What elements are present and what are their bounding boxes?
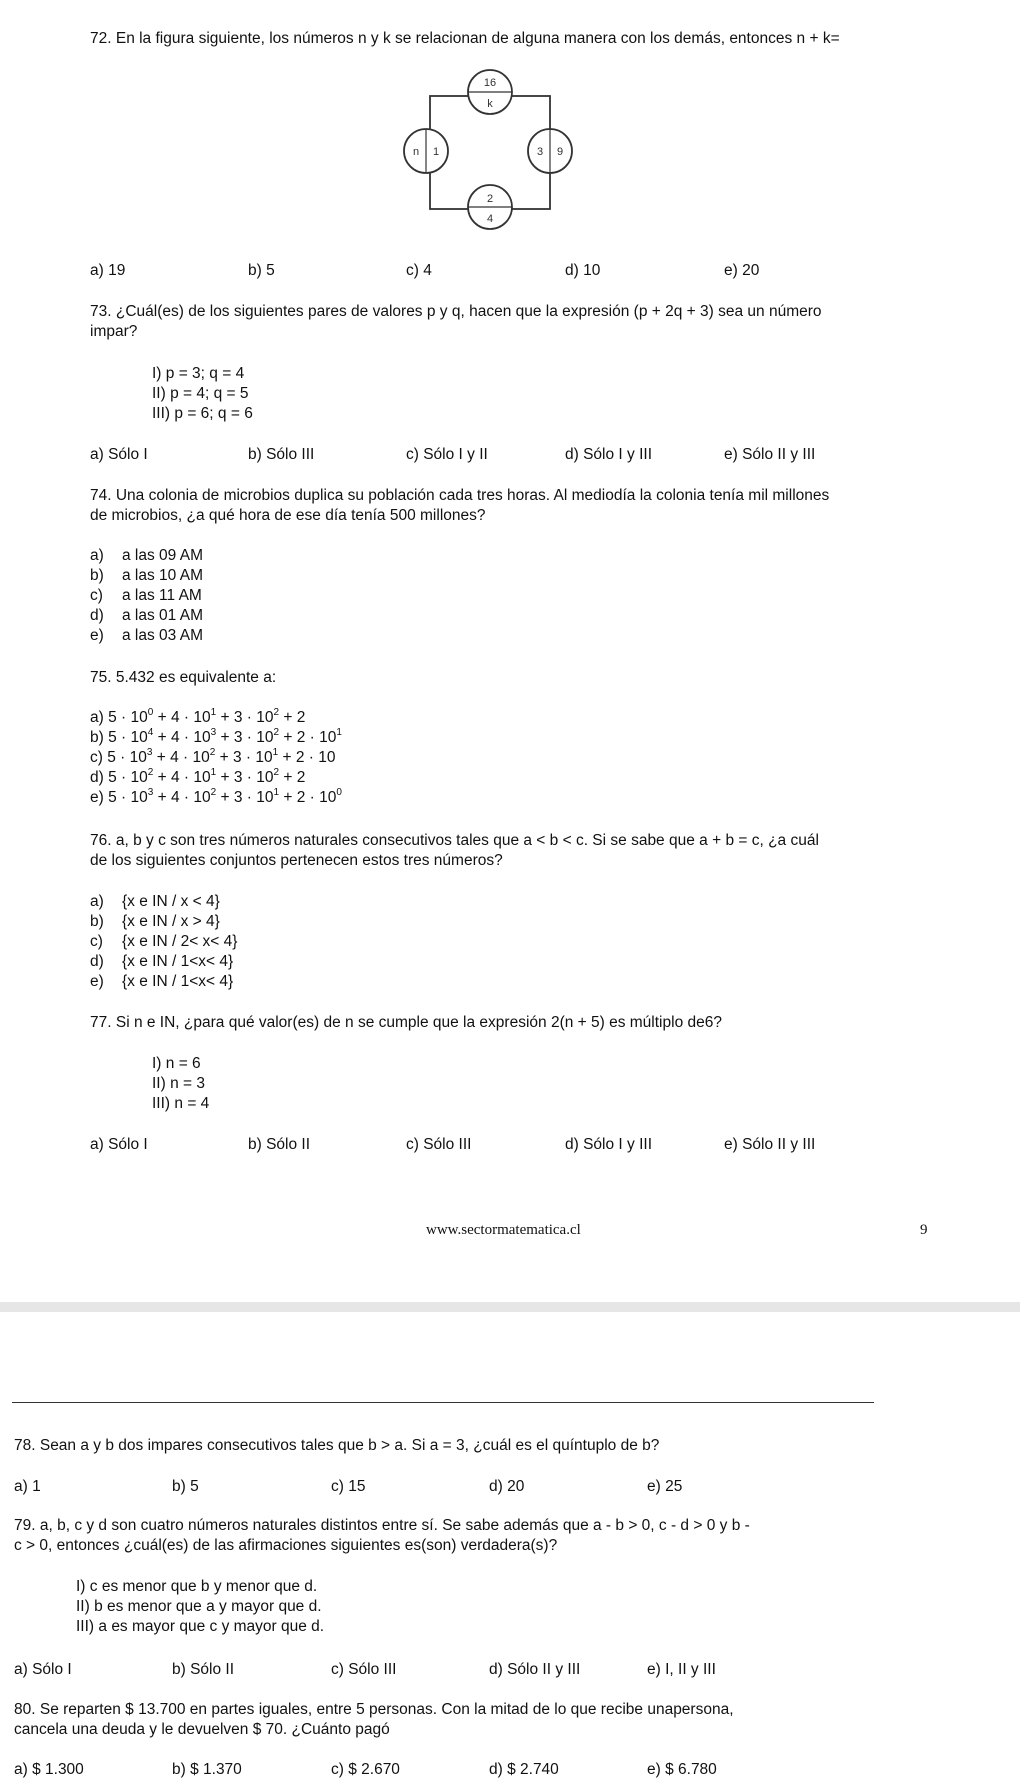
option-e[interactable]: {x e IN / 1<x< 4} <box>122 973 234 990</box>
question-77-item-2: II) n = 3 <box>152 1075 205 1092</box>
question-73-item-1: I) p = 3; q = 4 <box>152 365 245 382</box>
option-b-letter: b) <box>90 567 104 584</box>
question-77-item-1: I) n = 6 <box>152 1055 201 1072</box>
figure-left-inner: 1 <box>432 146 440 158</box>
question-73-item-3: III) p = 6; q = 6 <box>152 405 253 422</box>
figure-bottom-upper: 2 <box>486 193 494 205</box>
option-e[interactable]: e) 25 <box>647 1478 683 1495</box>
option-b[interactable]: b) $5 \cdot 10^4 + 4 \cdot 10^3 + 3 \cdot 10^2 + 2 \cdot 10^1$ <box>90 726 342 746</box>
option-c[interactable]: c) Sólo III <box>406 1136 472 1153</box>
question-74-text-line1: 74. Una colonia de microbios duplica su población cada tres horas. Al mediodía la colonia tenía mil millones <box>90 487 830 504</box>
page-number: 9 <box>920 1222 928 1238</box>
option-d[interactable]: d) $ 2.740 <box>489 1761 559 1778</box>
option-d[interactable]: a las 01 AM <box>122 607 203 624</box>
question-79-item-3: III) a es mayor que c y mayor que d. <box>76 1618 325 1635</box>
option-a-letter: a) <box>90 547 104 564</box>
option-b[interactable]: a las 10 AM <box>122 567 203 584</box>
question-79-item-1: I) c es menor que b y menor que d. <box>76 1578 318 1595</box>
option-d[interactable]: {x e IN / 1<x< 4} <box>122 953 234 970</box>
option-d-letter: d) <box>90 607 104 624</box>
figure-right-outer: 9 <box>556 146 564 158</box>
option-b[interactable]: b) Sólo II <box>248 1136 311 1153</box>
option-e[interactable]: e) $5 \cdot 10^3 + 4 \cdot 10^2 + 3 \cdot 10^1 + 2 \cdot 10^0$ <box>90 786 342 806</box>
option-a[interactable]: a) $ 1.300 <box>14 1761 84 1778</box>
question-80-text-line2: cancela una deuda y le devuelven $ 70. ¿Cuánto pagó <box>14 1721 390 1738</box>
option-a[interactable]: a) Sólo I <box>90 446 148 463</box>
question-78-text: 78. Sean a y b dos impares consecutivos tales que b > a. Si a = 3, ¿cuál es el quíntuplo de b? <box>14 1437 660 1454</box>
option-c[interactable]: c) Sólo III <box>331 1661 397 1678</box>
page-separator <box>0 1302 1020 1312</box>
option-e[interactable]: a las 03 AM <box>122 627 203 644</box>
option-e-letter: e) <box>90 627 104 644</box>
option-c-letter: c) <box>90 933 103 950</box>
question-73-text-line2: impar? <box>90 323 138 340</box>
option-b[interactable]: b) 5 <box>248 262 275 279</box>
option-d[interactable]: d) $5 \cdot 10^2 + 4 \cdot 10^1 + 3 \cdot 10^2 + 2$ <box>90 766 306 786</box>
option-b[interactable]: b) Sólo II <box>172 1661 235 1678</box>
figure-q72-square-circles <box>400 66 580 238</box>
option-a[interactable]: a) 19 <box>90 262 126 279</box>
question-74-text-line2: de microbios, ¿a qué hora de ese día tenía 500 millones? <box>90 507 486 524</box>
option-e[interactable]: e) 20 <box>724 262 760 279</box>
question-80-text-line1: 80. Se reparten $ 13.700 en partes iguales, entre 5 personas. Con la mitad de lo que recibe unapersona, <box>14 1701 734 1718</box>
question-79-item-2: II) b es menor que a y mayor que d. <box>76 1598 322 1615</box>
footer-url[interactable]: www.sectormatematica.cl <box>426 1222 581 1238</box>
option-e[interactable]: e) Sólo II y III <box>724 1136 816 1153</box>
option-c[interactable]: a las 11 AM <box>122 587 202 604</box>
question-76-text-line2: de los siguientes conjuntos pertenecen estos tres números? <box>90 852 503 869</box>
option-d[interactable]: d) 10 <box>565 262 601 279</box>
question-76-text-line1: 76. a, b y c son tres números naturales consecutivos tales que a < b < c. Si se sabe que a + b = c, ¿a cuál <box>90 832 819 849</box>
option-d[interactable]: d) Sólo I y III <box>565 446 653 463</box>
option-b[interactable]: b) 5 <box>172 1478 199 1495</box>
option-a[interactable]: a) Sólo I <box>90 1136 148 1153</box>
option-b-letter: b) <box>90 913 104 930</box>
option-c[interactable]: c) $ 2.670 <box>331 1761 400 1778</box>
option-e-letter: e) <box>90 973 104 990</box>
option-a[interactable]: a) 1 <box>14 1478 41 1495</box>
figure-bottom-lower: 4 <box>486 213 494 225</box>
option-d[interactable]: d) 20 <box>489 1478 525 1495</box>
figure-right-inner: 3 <box>536 146 544 158</box>
option-c[interactable]: c) 15 <box>331 1478 366 1495</box>
option-a-letter: a) <box>90 893 104 910</box>
figure-left-outer: n <box>412 146 420 158</box>
option-a[interactable]: a) $5 \cdot 10^0 + 4 \cdot 10^1 + 3 \cdot 10^2 + 2$ <box>90 706 306 726</box>
option-e[interactable]: e) I, II y III <box>647 1661 716 1678</box>
option-d[interactable]: d) Sólo II y III <box>489 1661 581 1678</box>
figure-top-lower: k <box>487 98 493 110</box>
question-73-item-2: II) p = 4; q = 5 <box>152 385 249 402</box>
figure-top-upper: 16 <box>483 77 497 89</box>
option-d[interactable]: d) Sólo I y III <box>565 1136 653 1153</box>
option-b[interactable]: {x e IN / x > 4} <box>122 913 220 930</box>
question-79-text-line2: c > 0, entonces ¿cuál(es) de las afirmaciones siguientes es(son) verdadera(s)? <box>14 1537 558 1554</box>
question-77-text: 77. Si n e IN, ¿para qué valor(es) de n se cumple que la expresión 2(n + 5) es múltiplo de6? <box>90 1014 722 1031</box>
option-c[interactable]: c) $5 \cdot 10^3 + 4 \cdot 10^2 + 3 \cdot 10^1 + 2 \cdot 10$ <box>90 746 336 766</box>
option-b[interactable]: b) $ 1.370 <box>172 1761 242 1778</box>
option-b[interactable]: b) Sólo III <box>248 446 315 463</box>
option-c[interactable]: {x e IN / 2< x< 4} <box>122 933 238 950</box>
option-a[interactable]: {x e IN / x < 4} <box>122 893 220 910</box>
option-a[interactable]: a) Sólo I <box>14 1661 72 1678</box>
option-c-letter: c) <box>90 587 103 604</box>
question-73-text-line1: 73. ¿Cuál(es) de los siguientes pares de valores p y q, hacen que la expresión (p + 2q + 3) sea un número <box>90 303 822 320</box>
option-d-letter: d) <box>90 953 104 970</box>
option-e[interactable]: e) Sólo II y III <box>724 446 816 463</box>
header-rule <box>12 1402 874 1403</box>
question-79-text-line1: 79. a, b, c y d son cuatro números naturales distintos entre sí. Se sabe además que a - b > 0, c - d > 0 y b - <box>14 1517 750 1534</box>
option-c[interactable]: c) Sólo I y II <box>406 446 488 463</box>
option-c[interactable]: c) 4 <box>406 262 432 279</box>
option-e[interactable]: e) $ 6.780 <box>647 1761 717 1778</box>
question-72-text: 72. En la figura siguiente, los números n y k se relacionan de alguna manera con los demás, entonces n + k= <box>90 30 840 47</box>
question-75-text: 75. 5.432 es equivalente a: <box>90 669 277 686</box>
option-a[interactable]: a las 09 AM <box>122 547 203 564</box>
question-77-item-3: III) n = 4 <box>152 1095 210 1112</box>
